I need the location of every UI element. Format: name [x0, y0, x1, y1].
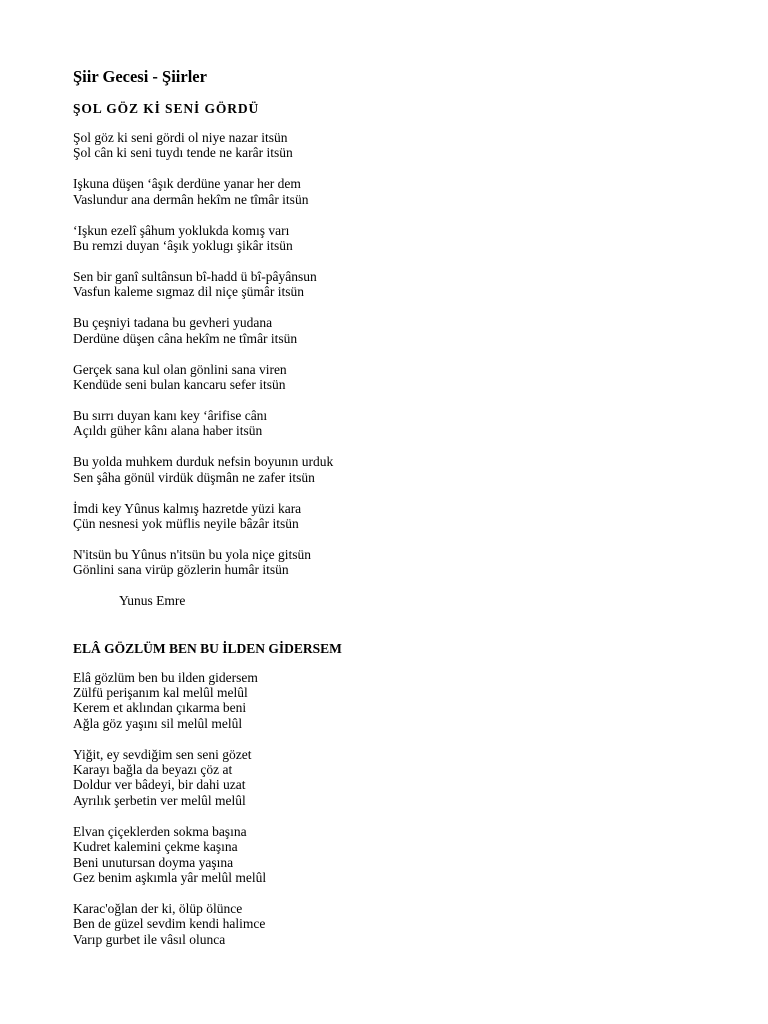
stanza: [73, 747, 713, 809]
poem-line: Şol cân ki seni tuydı tende ne karâr itsün: [73, 145, 293, 161]
poem-line: Karac'oğlan der ki, ölüp ölünce: [73, 900, 243, 916]
poem-line: Derdüne düşen câna hekîm ne tîmâr itsün: [73, 330, 298, 346]
poem-line: N'itsün bu Yûnus n'itsün bu yola niçe gitsün: [73, 546, 311, 562]
stanza: [73, 408, 713, 439]
poem-line: Beni unutursan doyma yaşına: [73, 854, 234, 870]
poem-line: Vasfun kaleme sıgmaz dil niçe şümâr itsün: [73, 284, 304, 300]
poem-line: Açıldı güher kânı alana haber itsün: [73, 423, 263, 439]
poem-line: Yiğit, ey sevdiğim sen seni gözet: [73, 746, 252, 762]
stanza: [73, 670, 713, 732]
poem-line: Bu yolda muhkem durduk nefsin boyunın urduk: [73, 454, 334, 470]
poem-line: Çün nesnesi yok müflis neyile bâzâr itsün: [73, 515, 299, 531]
poem-line: Sen şâha gönül virdük düşmân ne zafer itsün: [73, 469, 315, 485]
stanza: [73, 547, 713, 578]
stanza: [73, 223, 713, 254]
poem-line: Gez benim aşkımla yâr melûl melûl: [73, 870, 267, 885]
poem-line: Vaslundur ana dermân hekîm ne tîmâr itsün: [73, 191, 309, 207]
poem-line: Bu sırrı duyan kanı key ‘ârifise cânı: [73, 407, 268, 423]
document-title: Şiir Gecesi - Şiirler: [73, 67, 207, 86]
poem-line: Varıp gurbet ile vâsıl olunca: [73, 931, 226, 947]
poem-line: ‘Işkun ezelî şâhum yoklukda komış varı: [73, 222, 290, 238]
poem-line: Sen bir ganî sultânsun bî-hadd ü bî-pâyânsun: [73, 268, 317, 284]
stanza: [73, 454, 713, 485]
poem: [73, 640, 713, 948]
poem-title: ŞOL GÖZ Kİ SENİ GÖRDÜ: [73, 101, 260, 116]
poem-line: Kerem et aklından çıkarma beni: [73, 700, 247, 716]
poem-line: Şol göz ki seni gördi ol niye nazar itsün: [73, 130, 288, 145]
poem-line: Gerçek sana kul olan gönlini sana viren: [73, 361, 287, 377]
stanza: [73, 130, 713, 161]
poem-line: Karayı bağla da beyazı çöz at: [73, 762, 233, 778]
document-page: [73, 67, 713, 963]
stanza: [73, 269, 713, 300]
poem-line: Kudret kalemini çekme kaşına: [73, 839, 238, 855]
stanza: [73, 315, 713, 346]
poem-line: Bu remzi duyan ‘âşık yoklugı şikâr itsün: [73, 238, 293, 254]
poem-line: Kendüde seni bulan kancaru sefer itsün: [73, 376, 286, 392]
stanza: [73, 501, 713, 532]
poem-line: Işkuna düşen ‘âşık derdüne yanar her dem: [73, 176, 301, 192]
poem-line: Bu çeşniyi tadana bu gevheri yudana: [73, 315, 273, 331]
poem-author: Yunus Emre: [119, 593, 186, 609]
poem-line: Ağla göz yaşını sil melûl melûl: [73, 715, 243, 731]
poem: [73, 100, 713, 609]
stanza: [73, 176, 713, 207]
stanza: [73, 362, 713, 393]
poem-line: Ben de güzel sevdim kendi halimce: [73, 916, 266, 932]
poem-line: Elâ gözlüm ben bu ilden gidersem: [73, 669, 258, 685]
poem-line: Elvan çiçeklerden sokma başına: [73, 823, 247, 839]
poem-line: İmdi key Yûnus kalmış hazretde yüzi kara: [73, 500, 302, 516]
poem-line: Ayrılık şerbetin ver melûl melûl: [73, 792, 246, 808]
stanza: [73, 824, 713, 886]
stanza: [73, 901, 713, 947]
poem-line: Doldur ver bâdeyi, bir dahi uzat: [73, 777, 246, 793]
poem-line: Gönlini sana virüp gözlerin humâr itsün: [73, 562, 289, 578]
poem-line: Zülfü perişanım kal melûl melûl: [73, 684, 248, 700]
poem-title: ELÂ GÖZLÜM BEN BU İLDEN GİDERSEM: [73, 640, 342, 656]
